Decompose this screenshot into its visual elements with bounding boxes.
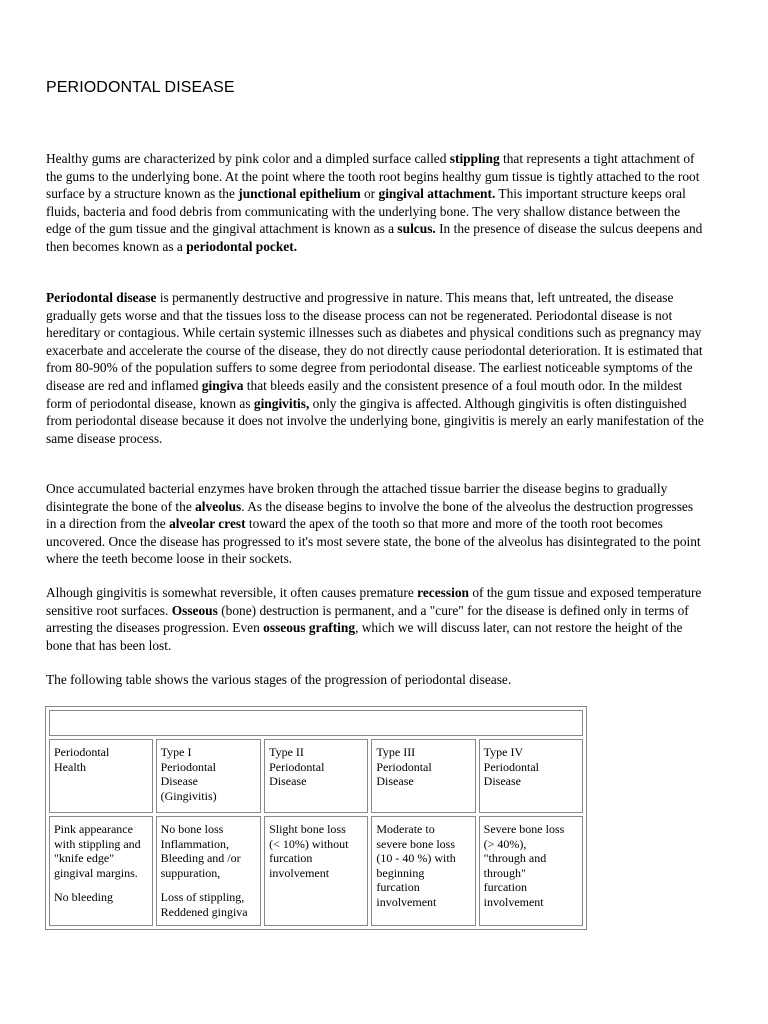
header-cell (479, 739, 583, 813)
cell-line: Reddened gingiva (160, 904, 248, 919)
header-cell (371, 739, 475, 813)
cell-line: "through and (483, 851, 547, 865)
bold-term: gingivitis, (253, 395, 310, 411)
cell-line: severe bone loss (376, 836, 456, 851)
cell-line: Slight bone loss (269, 822, 346, 836)
cell-line: Moderate to (376, 822, 435, 836)
cell-line: Type I (160, 745, 192, 759)
cell-line: (> 40%), (483, 836, 527, 851)
cell-line: (10 - 40 %) with (376, 851, 456, 865)
cell-line: beginning (376, 865, 425, 880)
cell-line: with stippling and (54, 836, 141, 851)
cell-line: "knife edge" (54, 851, 115, 865)
cell-line: Periodontal (376, 759, 432, 774)
cell-line: involvement (269, 865, 330, 880)
bold-term: junctional epithelium (238, 186, 361, 202)
paragraph-bacterial-enzymes: Once accumulated bacterial enzymes have broken through the attached tissue barrier the disease begins to gradually disintegrate the bone of the alveolus. As the disease begins to involve the bone of the alveolus the destruction progresses in a direction from the alveolar crest toward the apex of the tooth so that more and more of the tooth root becomes uncovered. Once the disease has progressed to it's most severe state, the bone of the alveolus has disintegrated to the point where the teeth become loose in their sockets. (46, 481, 701, 567)
bold-term: gingival attachment. (378, 186, 496, 202)
table-cell (479, 816, 583, 926)
cell-line: Health (54, 759, 86, 774)
cell-line: Periodontal (483, 759, 539, 774)
bold-term: gingiva (201, 377, 244, 393)
cell-line: suppuration, (160, 865, 221, 880)
bold-term: Periodontal disease (46, 290, 157, 305)
cell-line: Periodontal (54, 745, 110, 759)
cell-line: Periodontal (160, 759, 216, 774)
cell-line: involvement (483, 894, 544, 909)
cell-line: Bleeding and /or (160, 851, 241, 865)
bold-term: sulcus. (397, 221, 436, 237)
cell-line: Periodontal (269, 759, 325, 774)
paragraph-table-intro: The following table shows the various stages of the progression of periodontal disease. (46, 672, 512, 687)
table-cell (371, 816, 475, 926)
header-cell (264, 739, 368, 813)
cell-line: Type II (269, 745, 304, 759)
paragraph-gingivitis-recession: Alhough gingivitis is somewhat reversible, it often causes premature recession of the gum tissue and exposed temperature sensitive root surfaces. Osseous (bone) destruction is permanent, and a "cure" for the disease is defined only in terms of arresting the diseases progression. Even osseous grafting, which we will discuss later, can not restore the height of the bone that has been lost. (46, 585, 702, 653)
cell-line: Type III (376, 745, 416, 759)
cell-line: Severe bone loss (483, 822, 565, 836)
cell-line: Disease (376, 774, 414, 788)
cell-line: No bleeding (54, 890, 113, 904)
table-cell (156, 816, 261, 926)
cell-line: Type IV (483, 745, 524, 759)
bold-term: alveolus (195, 498, 242, 514)
cell-line: gingival margins. (54, 865, 138, 880)
cell-line: Pink appearance (54, 822, 133, 836)
bold-term: Osseous (171, 602, 218, 618)
table-cell (264, 816, 368, 926)
header-cell (49, 739, 153, 813)
cell-line: Disease (269, 774, 307, 788)
disease-stages-table (45, 706, 587, 930)
cell-line: Disease (160, 774, 198, 788)
cell-line: through" (483, 865, 526, 880)
header-cell (156, 739, 261, 813)
cell-line: Disease (483, 774, 521, 788)
cell-line (54, 880, 148, 890)
table-cell (49, 816, 153, 926)
table-caption-row (49, 710, 583, 736)
cell-line: Inflammation, (160, 836, 229, 851)
paragraph-healthy-gums: Healthy gums are characterized by pink color and a dimpled surface called stippling that represents a tight attachment of the gums to the underlying bone. At the point where the tooth root begins healthy gum tissue is tightly attached to the root surface by a structure known as the junctional epithelium or gingival attachment. This important structure keeps oral fluids, bacteria and food debris from communicating with the underlying bone. The very shallow distance between the edge of the gum tissue and the gingival attachment is known as a sulcus. In the presence of disease the sulcus deepens and then becomes known as a periodontal pocket. (46, 151, 703, 254)
cell-line: Loss of stippling, (160, 890, 245, 904)
bold-term: recession (417, 585, 469, 600)
cell-line: furcation (269, 851, 313, 865)
bold-term: osseous grafting (263, 620, 356, 636)
cell-line: furcation (376, 880, 420, 894)
bold-term: stippling (449, 151, 500, 166)
bold-term: periodontal pocket. (186, 238, 298, 254)
cell-line: (Gingivitis) (160, 788, 217, 803)
page-title: PERIODONTAL DISEASE (46, 79, 235, 96)
cell-line: No bone loss (160, 822, 224, 836)
cell-line: involvement (376, 894, 437, 909)
cell-line (161, 880, 256, 890)
cell-line: (< 10%) without (269, 836, 349, 851)
cell-line: furcation (483, 880, 527, 894)
paragraph-periodontal-disease: Periodontal disease is permanently destructive and progressive in nature. This means that, left untreated, the disease gradually gets worse and that the tissues loss to the disease process can not be regenerated. Periodontal disease is not hereditary or contagious. While certain systemic illnesses such as diabetes and physical conditions such as pregnancy may exacerbate and accelerate the course of the disease, they do not directly cause periodontal deterioration. It is estimated that from 80-90% of the population suffers to some degree from periodontal disease. The earliest noticeable symptoms of the disease are red and inflamed gingiva that bleeds easily and the consistent presence of a foul mouth odor. In the mildest form of periodontal disease, known as gingivitis, only the gingiva is affected. Although gingivitis is often distinguished from periodontal disease because it does not involve the underlying bone, gingivitis is merely an early manifestation of the same disease process. (46, 290, 704, 446)
bold-term: alveolar crest (169, 516, 246, 532)
